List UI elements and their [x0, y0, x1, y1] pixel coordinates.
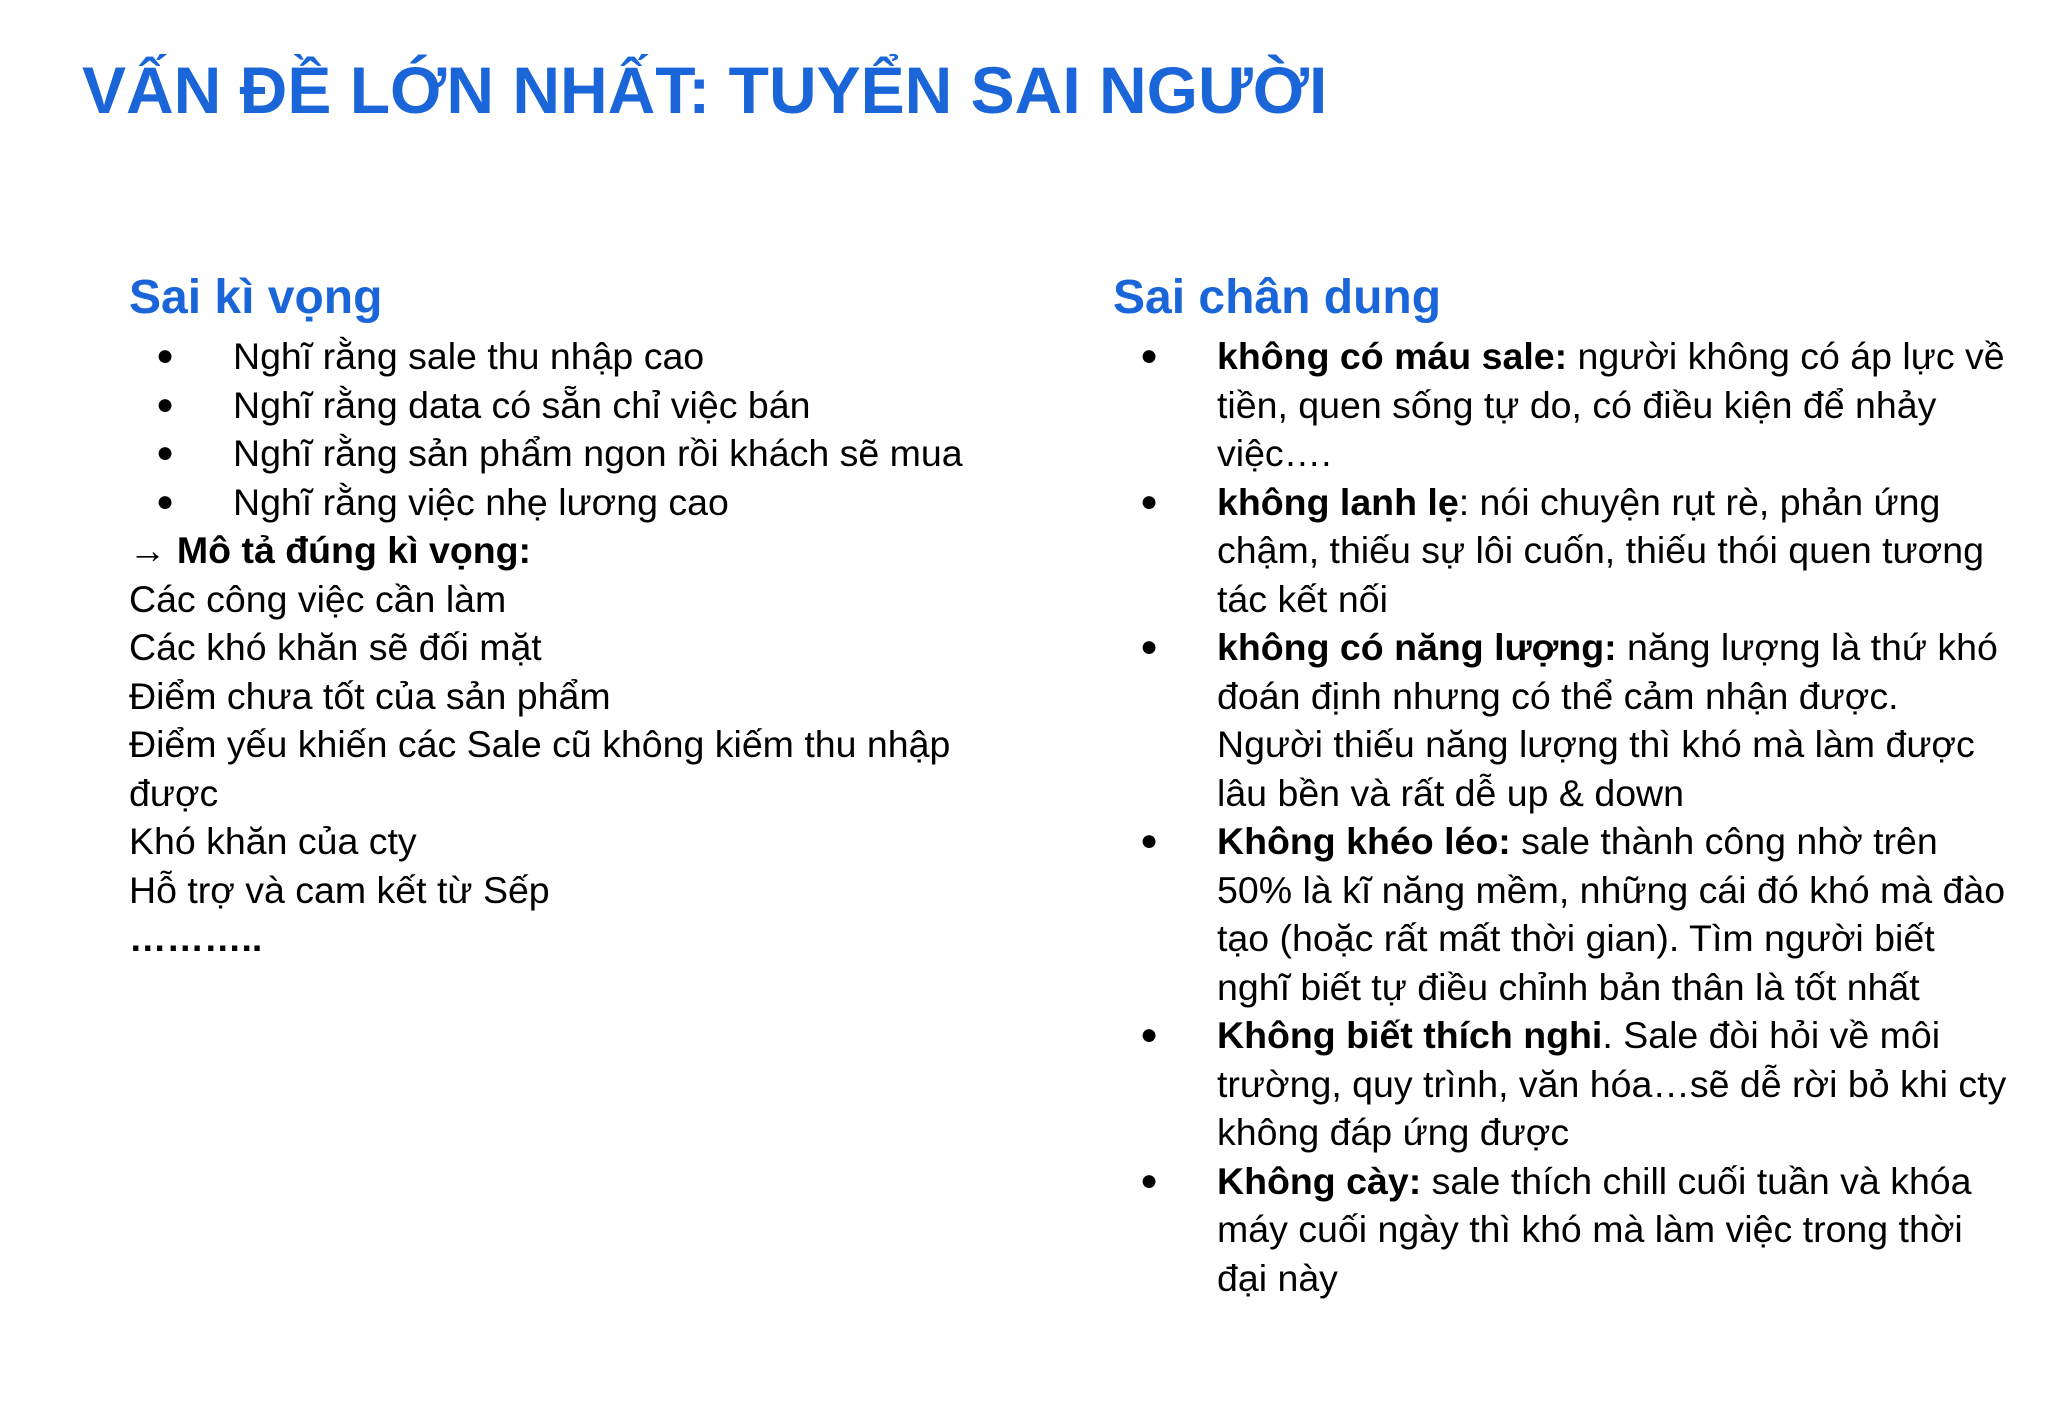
text-line: Các công việc cần làm — [129, 577, 507, 620]
item-label: không có năng lượng: — [1217, 626, 1617, 668]
text-line: Khó khăn của cty — [129, 820, 417, 862]
item-label: không có máu sale: — [1217, 335, 1568, 377]
left-heading: Sai kì vọng — [129, 271, 383, 324]
text-line: Điểm chưa tốt của sản phẩm — [129, 674, 611, 717]
item-label: không lanh lẹ — [1217, 480, 1459, 523]
text-line: Điểm yếu khiến các Sale cũ không kiếm thu nhập được — [129, 723, 951, 814]
item-text: : nói chuyện rụt rè, phản ứng chậm, thiếu sự lôi cuốn, thiếu thói quen tương tác kết nối — [1217, 480, 1984, 620]
right-column — [1113, 266, 2013, 1302]
item-text: . Sale đòi hỏi về môi trường, quy trình, văn hóa…sẽ dễ rời bỏ khi cty không đáp ứng được — [1217, 1014, 2007, 1153]
list-item: ● Nghĩ rằng việc nhẹ lương cao — [129, 478, 969, 527]
text-line: Hỗ trợ và cam kết từ Sếp — [129, 868, 550, 911]
item-text: người không có áp lực về tiền, quen sống tự do, có điều kiện để nhảy việc…. — [1217, 335, 2005, 474]
list-item — [1113, 623, 2013, 817]
list-item: ● Nghĩ rằng sản phẩm ngon rồi khách sẽ mua — [129, 429, 969, 478]
list-item — [1113, 1011, 2013, 1157]
left-column — [129, 266, 969, 963]
expectation-list — [129, 332, 969, 526]
list-item: ● Nghĩ rằng sale thu nhập cao — [129, 332, 969, 381]
item-text: năng lượng là thứ khó đoán định nhưng có thể cảm nhận được. Người thiếu năng lượng thì khó mà làm được lâu bền và rất dễ up & down — [1217, 626, 1998, 814]
subheading: → Mô tả đúng kì vọng: — [129, 529, 532, 571]
item-text: sale thành công nhờ trên 50% là kĩ năng mềm, những cái đó khó mà đào tạo (hoặc rất mất thời gian). Tìm người biết nghĩ biết tự điều chỉnh bản thân là tốt nhất — [1217, 820, 2006, 1008]
item-label: Không khéo léo: — [1217, 820, 1511, 862]
right-heading: Sai chân dung — [1113, 271, 1442, 324]
portrait-list — [1113, 332, 2013, 1302]
list-item — [1113, 817, 2013, 1011]
list-item — [1113, 332, 2013, 478]
item-label: Không cày: — [1217, 1159, 1422, 1202]
item-text: sale thích chill cuối tuần và khóa máy cuối ngày thì khó mà làm việc trong thời đại này — [1217, 1159, 1972, 1299]
list-item — [1113, 1157, 2013, 1303]
text-line: Các khó khăn sẽ đối mặt — [129, 626, 542, 668]
list-item — [1113, 478, 2013, 624]
ellipsis: ……….. — [129, 917, 263, 959]
slide-title: VẤN ĐỀ LỚN NHẤT: TUYỂN SAI NGƯỜI — [82, 53, 1328, 127]
item-label: Không biết thích nghi — [1217, 1014, 1603, 1056]
list-item: ● Nghĩ rằng data có sẵn chỉ việc bán — [129, 381, 969, 430]
